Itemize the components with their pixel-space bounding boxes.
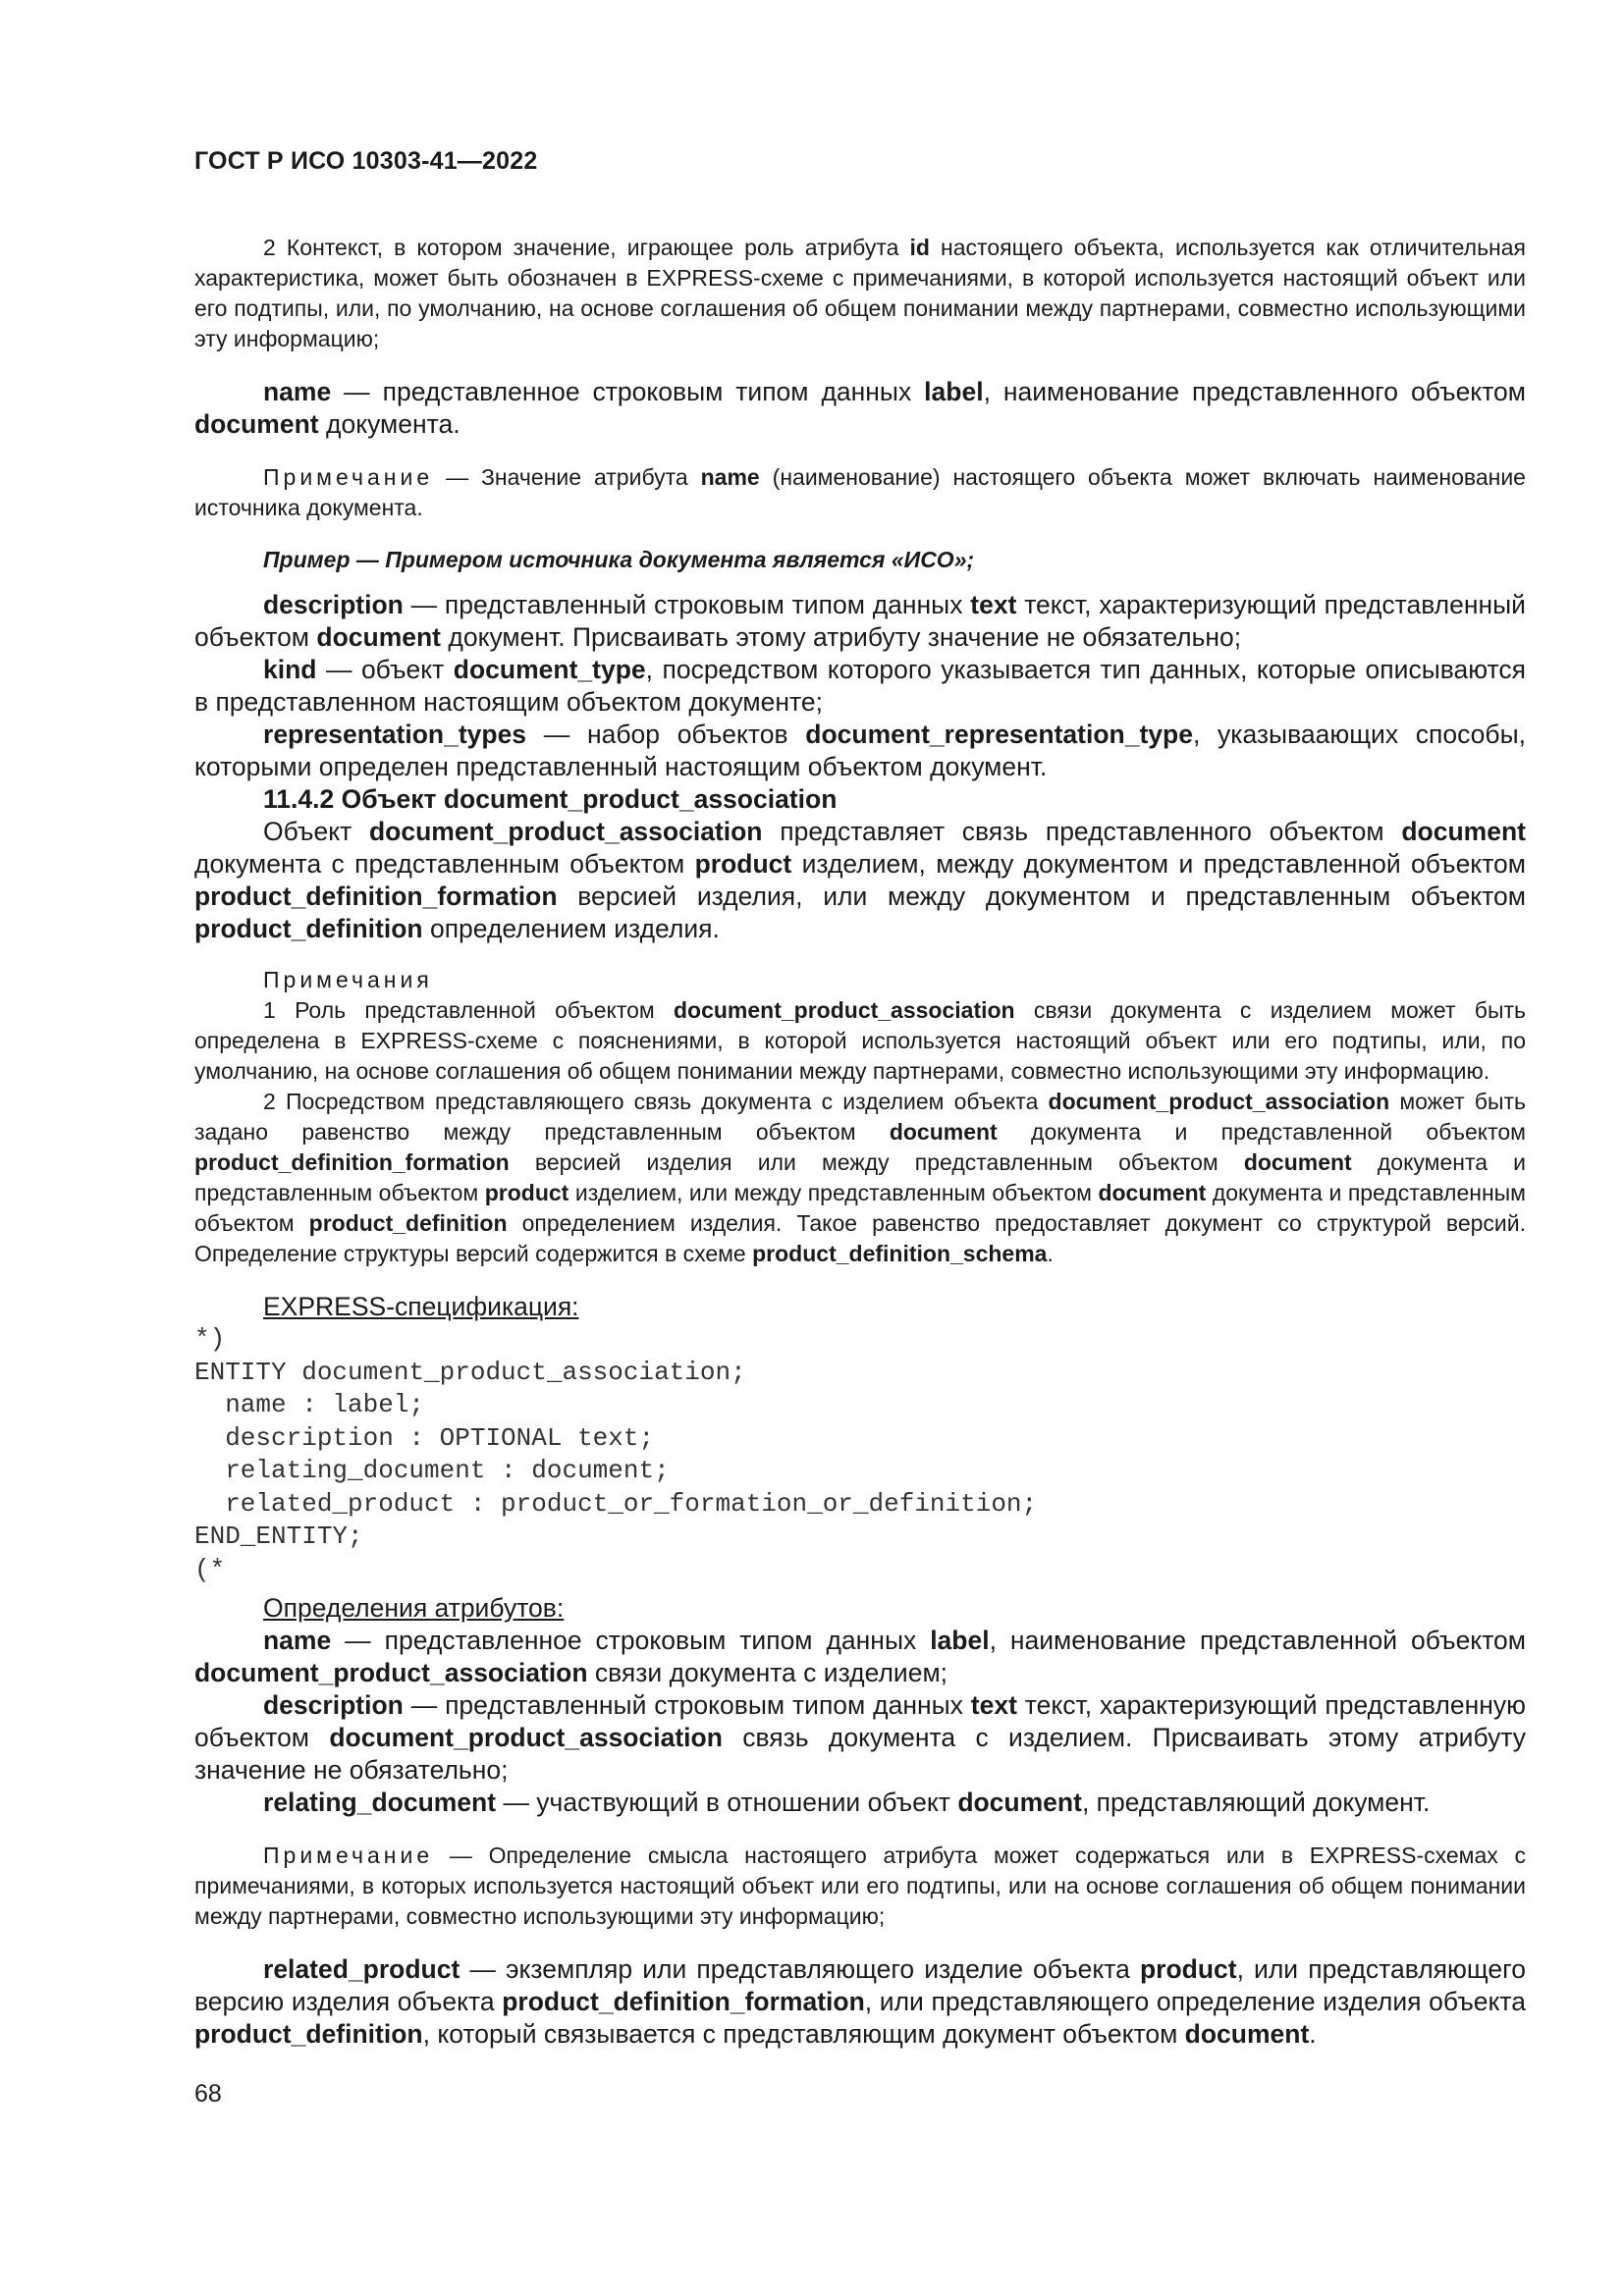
- example-iso: Пример — Примером источника документа является «ИСО»;: [263, 547, 975, 572]
- attribute-description: description — представленный строковым типом данных text текст, характеризующий представленный объектом document документ. Присваивать этому атрибуту значение не обязательно;: [194, 590, 1526, 652]
- note-name: Примечание — Значение атрибута name (наименование) настоящего объекта может включать наименование источника документа.: [194, 464, 1526, 520]
- note-2-equality: 2 Посредством представляющего связь документа с изделием объекта document_product_association может быть задано равенство между представленным объектом document документа и представленной объектом product_definition_formation версией изделия или между представленным объектом document документа и представленным объектом product изделием, или между представленным объектом document документа и представленным объектом product_definition определением изделия. Такое равенство предоставляет документ со структурой версий. Определение структуры версий содержится в схеме product_definition_schema.: [194, 1089, 1527, 1266]
- express-code-block: *) ENTITY document_product_association; name : label; description : OPTIONAL text; relating_document : document; related_product : product_or_formation_or_definition; END_ENTITY; (*: [194, 1324, 1038, 1584]
- definition-relating-document: relating_document — участвующий в отношении объект document, представляющий документ.: [263, 1788, 1431, 1817]
- note-id-context: 2 Контекст, в котором значение, играющее роль атрибута id настоящего объекта, используется как отличительная характеристика, может быть обозначен в EXPRESS-схеме с примечаниями, в которой используется настоящий объект или его подтипы, или, по умолчанию, на основе соглашения об общем понимании между партнерами, совместно использующими эту информацию;: [194, 235, 1526, 351]
- attribute-definitions-label: Определения атрибутов:: [263, 1593, 565, 1623]
- section-heading: 11.4.2 Объект document_product_association: [263, 784, 838, 814]
- express-spec-label: EXPRESS-спецификация:: [263, 1292, 579, 1321]
- document-page: [194, 147, 1526, 2109]
- section-paragraph: Объект document_product_association представляет связь представленного объектом document документа с представленным объектом product изделием, между документом и представленной объектом product_definition_formation версией изделия, или между документом и представленным объектом product_definition определением изделия.: [194, 817, 1526, 943]
- definition-name: name — представленное строковым типом данных label, наименование представленной объектом document_product_association связи документа с изделием;: [194, 1626, 1526, 1687]
- attribute-name: name — представленное строковым типом данных label, наименование представленного объектом document документа.: [194, 377, 1526, 439]
- definition-description: description — представленный строковым типом данных text текст, характеризующий представленную объектом document_product_association связь документа с изделием. Присваивать этому атрибуту значение не обязательно;: [194, 1690, 1526, 1785]
- attribute-representation-types: representation_types — набор объектов document_representation_type, указываающих способы, которыми определен представленный настоящим объектом документ.: [194, 720, 1526, 781]
- document-header: ГОСТ Р ИСО 10303-41—2022: [194, 147, 538, 175]
- notes-label: Примечания: [263, 967, 433, 992]
- note-1-role: 1 Роль представленной объектом document_product_association связи документа с изделием может быть определена в EXPRESS-схеме с пояснениями, в которой используется настоящий объект или его подтипы, или, по умолчанию, на основе соглашения об общем понимании между партнерами, совместно использующими эту информацию.: [194, 997, 1526, 1084]
- note-relating-document: Примечание — Определение смысла настоящего атрибута может содержаться или в EXPRESS-схемах с примечаниями, в которых используется настоящий объект или его подтипы, или на основе соглашения об общем понимании между партнерами, совместно использующими эту информацию;: [194, 1842, 1526, 1929]
- page-number: 68: [194, 2080, 222, 2108]
- attribute-kind: kind — объект document_type, посредством которого указывается тип данных, которые описываются в представленном настоящим объектом документе;: [194, 655, 1526, 717]
- attribute-related-product: related_product — экземпляр или представляющего изделие объекта product, или представляющего версию изделия объекта product_definition_formation, или представляющего определение изделия объекта product_definition, который связывается с представляющим документ объектом document.: [194, 1954, 1526, 2049]
